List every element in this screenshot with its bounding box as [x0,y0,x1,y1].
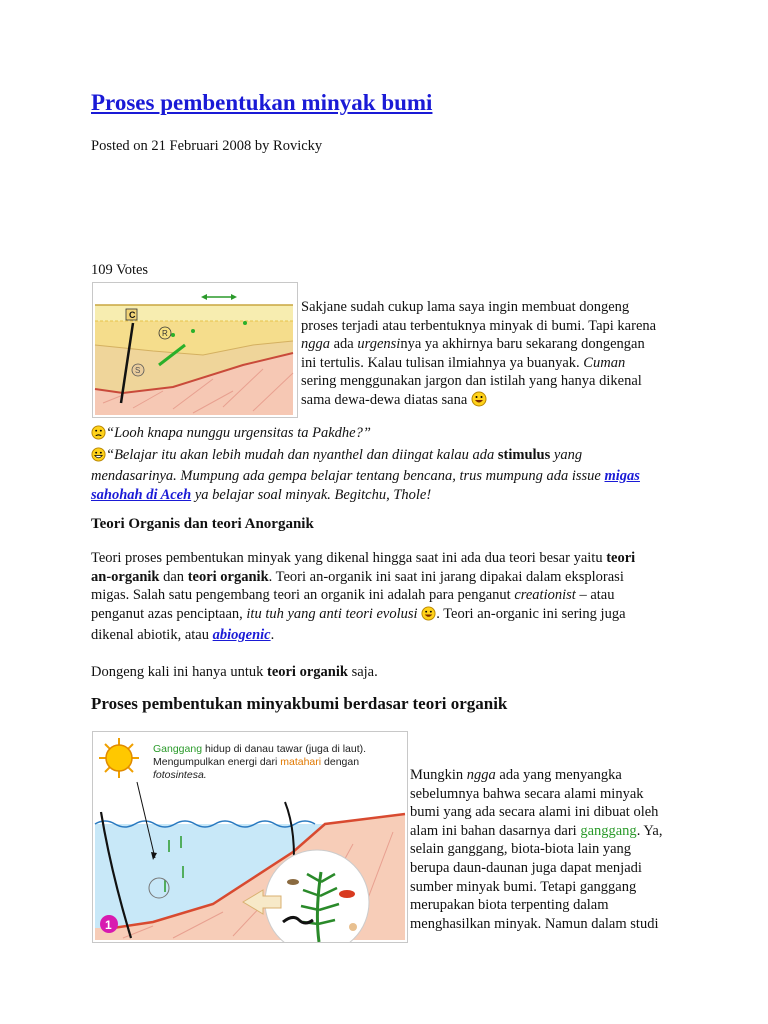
organik-line: selain ganggang, biota-biota lain yang [410,841,632,858]
label-c: C [129,310,136,320]
organik-line: sumber minyak bumi. Tetapi ganggang [410,878,637,895]
step-badge: 1 [105,918,112,932]
organik-line: Mungkin ngga ada yang menyangka [410,767,622,783]
section-heading-teori: Teori Organis dan teori Anorganik [91,516,314,532]
cross-section-figure [92,282,298,418]
laughing-smiley-icon [471,391,487,413]
intro-line: ngga ada urgensinya ya akhirnya baru sekarang dongengan [301,336,645,353]
grinning-smiley-icon [91,447,106,468]
abiogenic-link[interactable]: abiogenic [212,627,271,644]
organik-line: bumi yang ada secara alami ini dibuat oleh [410,804,659,821]
laughing-smiley-icon [421,606,436,627]
organik-line: merupakan biota terpenting dalam [410,897,609,914]
intro-line: sama dewa-dewa diatas sana [301,391,681,413]
intro-paragraph [301,298,681,413]
teori-paragraph [91,549,691,682]
aceh-link[interactable]: sahohah di Aceh [91,486,192,503]
section-heading-organik: Proses pembentukan minyakbumi berdasar teori organik [91,694,508,713]
algae-diagram [93,732,407,942]
quote-block [91,424,691,504]
organik-line: alam ini bahan dasarnya dari ganggang. Ya, [410,822,663,839]
algae-figure [92,731,408,943]
fig2-caption-line3: fotosintesa. [153,769,207,781]
cross-section-diagram [93,283,297,417]
teori-line: penganut azas penciptaan, itu tuh yang anti teori evolusi . Teori an-organic ini sering juga [91,605,691,627]
organik-line: sebelumnya bahwa secara alami minyak [410,785,644,802]
quote-line: “Looh knapa nunggu urgensitas ta Pakdhe?” [91,424,691,446]
teori-line: migas. Salah satu pengembang teori an organik ini adalah para penganut creationist – atau [91,587,615,604]
post-meta: Posted on 21 Februari 2008 by Rovicky [91,138,323,154]
confused-smiley-icon [91,425,106,446]
teori-line: Teori proses pembentukan minyak yang dikenal hingga saat ini ada dua teori besar yaitu teori [91,550,636,566]
teori-line: an-organik dan teori organik. Teori an-organik ini saat ini jarang dipakai dalam eksplorasi [91,568,624,585]
fig2-caption-line2: Mengumpulkan energi dari matahari dengan [153,756,360,768]
intro-line: Sakjane sudah cukup lama saya ingin membuat dongeng [301,299,630,315]
teori-line: dikenal abiotik, atau abiogenic. [91,627,275,644]
label-r: R [162,329,168,338]
label-s: S [135,366,141,375]
migas-link[interactable]: migas [604,468,640,485]
fig2-caption-line1: Ganggang hidup di danau tawar (juga di laut). [153,743,367,755]
quote-line: “Belajar itu akan lebih mudah dan nyanthel dan diingat kalau ada stimulus yang [91,446,691,468]
teori-line: Dongeng kali ini hanya untuk teori organik saja. [91,663,378,680]
quote-line: sahohah di Aceh ya belajar soal minyak. Begitchu, Thole! [91,486,432,503]
intro-line: ini tertulis. Kalau tulisan ilmiahnya ya buanyak. Cuman [301,354,626,371]
vote-count: 109 Votes [91,262,149,278]
organik-line: berupa daun-daunan juga dapat menjadi [410,859,642,876]
intro-line: proses terjadi atau terbentuknya minyak di bumi. Tapi karena [301,317,657,334]
intro-line: sering menggunakan jargon dan istilah yang hanya dikenal [301,373,642,390]
sun-icon [99,738,139,778]
organik-line: menghasilkan minyak. Namun dalam studi [410,915,659,932]
organik-paragraph [410,766,710,933]
post-title-link[interactable]: Proses pembentukan minyak bumi [91,90,433,115]
quote-line: mendasarinya. Mumpung ada gempa belajar tentang bencana, trus mumpung ada issue migas [91,468,640,485]
